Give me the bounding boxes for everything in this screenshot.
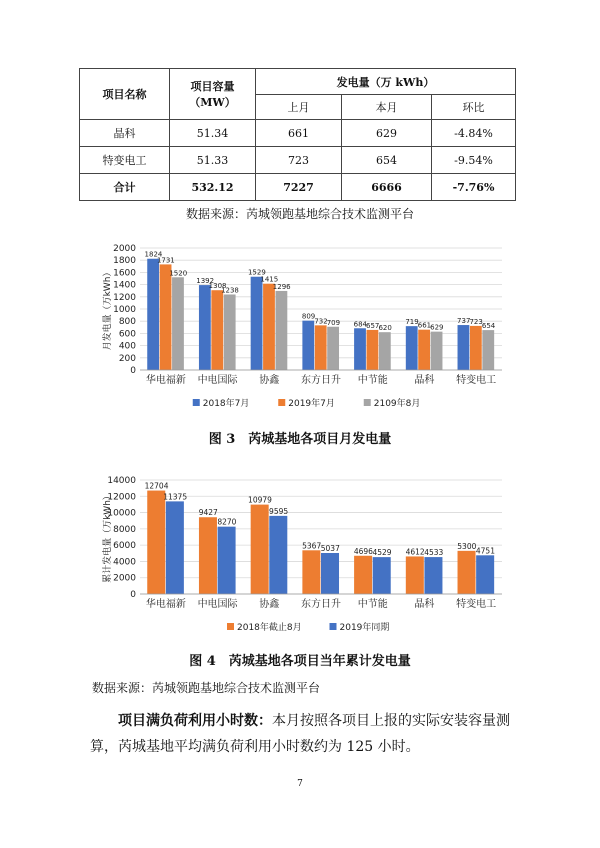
y-tick-label: 400 (118, 341, 136, 352)
y-tick-label: 1200 (113, 292, 136, 303)
y-tick-label: 200 (118, 353, 136, 364)
bar (263, 284, 275, 370)
bar (302, 550, 320, 594)
bar (458, 325, 470, 370)
x-tick-label: 东方日升 (301, 599, 341, 610)
cell-this: 654 (342, 147, 432, 174)
bar (321, 553, 339, 594)
x-tick-label: 华电福新 (145, 599, 186, 610)
y-tick-label: 800 (118, 317, 136, 328)
figure-4-caption: 图 4 芮城基地各项目当年累计发电量 (189, 654, 411, 669)
x-tick-label: 晶科 (414, 599, 435, 610)
data-label: 9427 (198, 508, 218, 518)
table-row-total (80, 174, 516, 201)
cell-mom: -4.84% (432, 120, 516, 147)
bar (476, 555, 494, 594)
legend-label: 2019年7月 (288, 399, 335, 409)
table-row (80, 147, 516, 174)
data-label: 654 (481, 322, 496, 331)
bar (354, 556, 372, 594)
bar (424, 557, 442, 594)
source-note-2: 数据来源：芮城领跑基地综合技术监测平台 (92, 681, 321, 695)
bar (327, 327, 339, 370)
bar (251, 277, 263, 370)
bar (379, 332, 391, 370)
col-header-capacity (170, 69, 256, 120)
utilization-paragraph (90, 708, 510, 760)
bar (251, 505, 269, 594)
bar (418, 330, 430, 370)
cell-mom: -7.76% (432, 174, 516, 201)
data-label: 1529 (247, 268, 266, 277)
cell-name: 晶科 (80, 120, 170, 147)
bar (199, 285, 211, 370)
data-label: 1296 (272, 282, 291, 291)
legend-label: 2019年同期 (339, 623, 390, 633)
data-label: 1824 (144, 250, 163, 259)
bar (354, 328, 366, 370)
generation-table (79, 68, 516, 201)
bar (211, 290, 223, 370)
bar (367, 330, 379, 370)
x-tick-label: 特变电工 (456, 375, 497, 386)
x-tick-label: 中电国际 (197, 599, 238, 610)
bar (224, 294, 236, 370)
legend-swatch (278, 399, 285, 406)
y-tick-label: 14000 (107, 476, 136, 486)
cell-name: 合计 (80, 174, 170, 201)
monthly-generation-chart (90, 240, 510, 416)
data-label: 1392 (196, 277, 215, 286)
bar (172, 277, 184, 370)
y-tick-label: 1800 (113, 256, 136, 267)
data-label: 12704 (144, 481, 169, 491)
y-tick-label: 0 (130, 590, 136, 600)
bar (269, 516, 287, 594)
x-tick-label: 协鑫 (259, 375, 280, 386)
cell-capacity: 51.34 (170, 120, 256, 147)
legend-swatch (227, 623, 234, 630)
data-label: 629 (430, 323, 444, 332)
legend-label: 2018年7月 (202, 399, 250, 409)
data-label: 1238 (221, 286, 239, 295)
data-label: 1520 (169, 269, 188, 278)
y-tick-label: 12000 (107, 492, 136, 503)
data-label: 10979 (248, 495, 272, 505)
col-header-this-month: 本月 (342, 95, 432, 120)
data-label: 4529 (372, 548, 392, 558)
data-label: 661 (417, 321, 432, 330)
bar (315, 325, 327, 370)
data-label: 8270 (217, 517, 237, 527)
data-label: 723 (469, 317, 483, 326)
data-label: 657 (366, 321, 380, 330)
page-number: 7 (297, 779, 303, 789)
data-label: 4533 (424, 548, 444, 558)
paragraph-body: 本月按照各项目上报的实际安装容量测算，芮城基地平均满负荷利用小时数约为 125 小时。 (90, 713, 510, 755)
y-tick-label: 8000 (113, 524, 136, 535)
legend-swatch (193, 399, 200, 406)
cell-capacity: 51.33 (170, 147, 256, 174)
cell-this: 629 (342, 120, 432, 147)
bar (218, 527, 236, 594)
figure-3-caption: 图 3 芮城基地各项目月发电量 (208, 432, 392, 447)
bar (458, 551, 476, 594)
cell-last: 7227 (256, 174, 342, 201)
cumulative-generation-chart (90, 470, 510, 638)
bar (147, 491, 165, 594)
data-label: 1731 (156, 256, 175, 265)
cell-last: 661 (256, 120, 342, 147)
x-tick-label: 中节能 (357, 375, 388, 386)
y-tick-label: 1400 (113, 280, 136, 291)
source-note-1: 数据来源：芮城领跑基地综合技术监测平台 (185, 207, 414, 221)
legend-swatch (330, 623, 337, 630)
data-label: 9595 (269, 506, 289, 516)
data-label: 1308 (208, 282, 227, 291)
cell-name: 特变电工 (80, 147, 170, 174)
y-axis-label: 累计发电量（万kWh） (103, 491, 113, 583)
data-label: 732 (314, 317, 328, 326)
y-tick-label: 4000 (113, 557, 136, 568)
data-label: 4696 (353, 546, 373, 556)
data-label: 719 (405, 318, 419, 327)
y-tick-label: 2000 (113, 573, 136, 584)
data-label: 737 (457, 317, 471, 326)
col-header-capacity-line2: （MW） (189, 96, 236, 109)
x-tick-label: 华电福新 (145, 375, 186, 386)
x-tick-label: 中电国际 (197, 375, 238, 386)
bar (406, 326, 418, 370)
data-label: 5300 (457, 541, 477, 551)
legend-label: 2018年截止8月 (237, 623, 302, 633)
col-header-mom: 环比 (432, 95, 516, 120)
cell-mom: -9.54% (432, 147, 516, 174)
data-label: 4751 (475, 546, 495, 556)
x-tick-label: 晶科 (414, 375, 435, 386)
bar (470, 326, 482, 370)
paragraph-lead: 项目满负荷利用小时数： (118, 713, 272, 729)
col-header-name: 项目名称 (80, 69, 170, 120)
y-tick-label: 1000 (113, 305, 136, 315)
data-label: 620 (378, 324, 392, 333)
data-label: 809 (301, 312, 316, 321)
y-tick-label: 10000 (107, 508, 136, 519)
legend-swatch (364, 399, 371, 406)
bar (166, 501, 184, 594)
cell-last: 723 (256, 147, 342, 174)
data-label: 11375 (163, 492, 188, 502)
bar (373, 557, 391, 594)
bar (275, 291, 287, 370)
col-header-capacity-line1: 项目容量 (190, 80, 235, 93)
bar (482, 330, 494, 370)
bar (160, 264, 172, 370)
x-tick-label: 中节能 (357, 599, 388, 610)
y-tick-label: 0 (130, 366, 136, 376)
data-label: 709 (326, 318, 341, 327)
bar (431, 332, 443, 370)
y-tick-label: 600 (118, 329, 136, 340)
table-row (80, 120, 516, 147)
y-axis-label: 月发电量（万kWh） (103, 267, 113, 351)
bar (147, 259, 159, 370)
y-tick-label: 6000 (113, 541, 136, 552)
cell-this: 6666 (342, 174, 432, 201)
data-label: 1415 (260, 275, 279, 284)
bar (302, 321, 314, 370)
y-tick-label: 2000 (113, 244, 136, 254)
data-label: 4612 (405, 547, 425, 557)
data-label: 5037 (320, 543, 340, 553)
bar (199, 517, 217, 594)
col-header-last-month: 上月 (256, 95, 342, 120)
y-tick-label: 1600 (113, 268, 136, 279)
bar (406, 556, 424, 594)
data-label: 684 (353, 320, 367, 329)
x-tick-label: 东方日升 (301, 375, 341, 386)
x-tick-label: 协鑫 (259, 599, 280, 610)
legend-label: 2109年8月 (373, 399, 421, 409)
col-header-generation: 发电量（万 kWh） (256, 69, 516, 95)
data-label: 5367 (302, 541, 322, 551)
cell-capacity: 532.12 (170, 174, 256, 201)
x-tick-label: 特变电工 (456, 599, 497, 610)
